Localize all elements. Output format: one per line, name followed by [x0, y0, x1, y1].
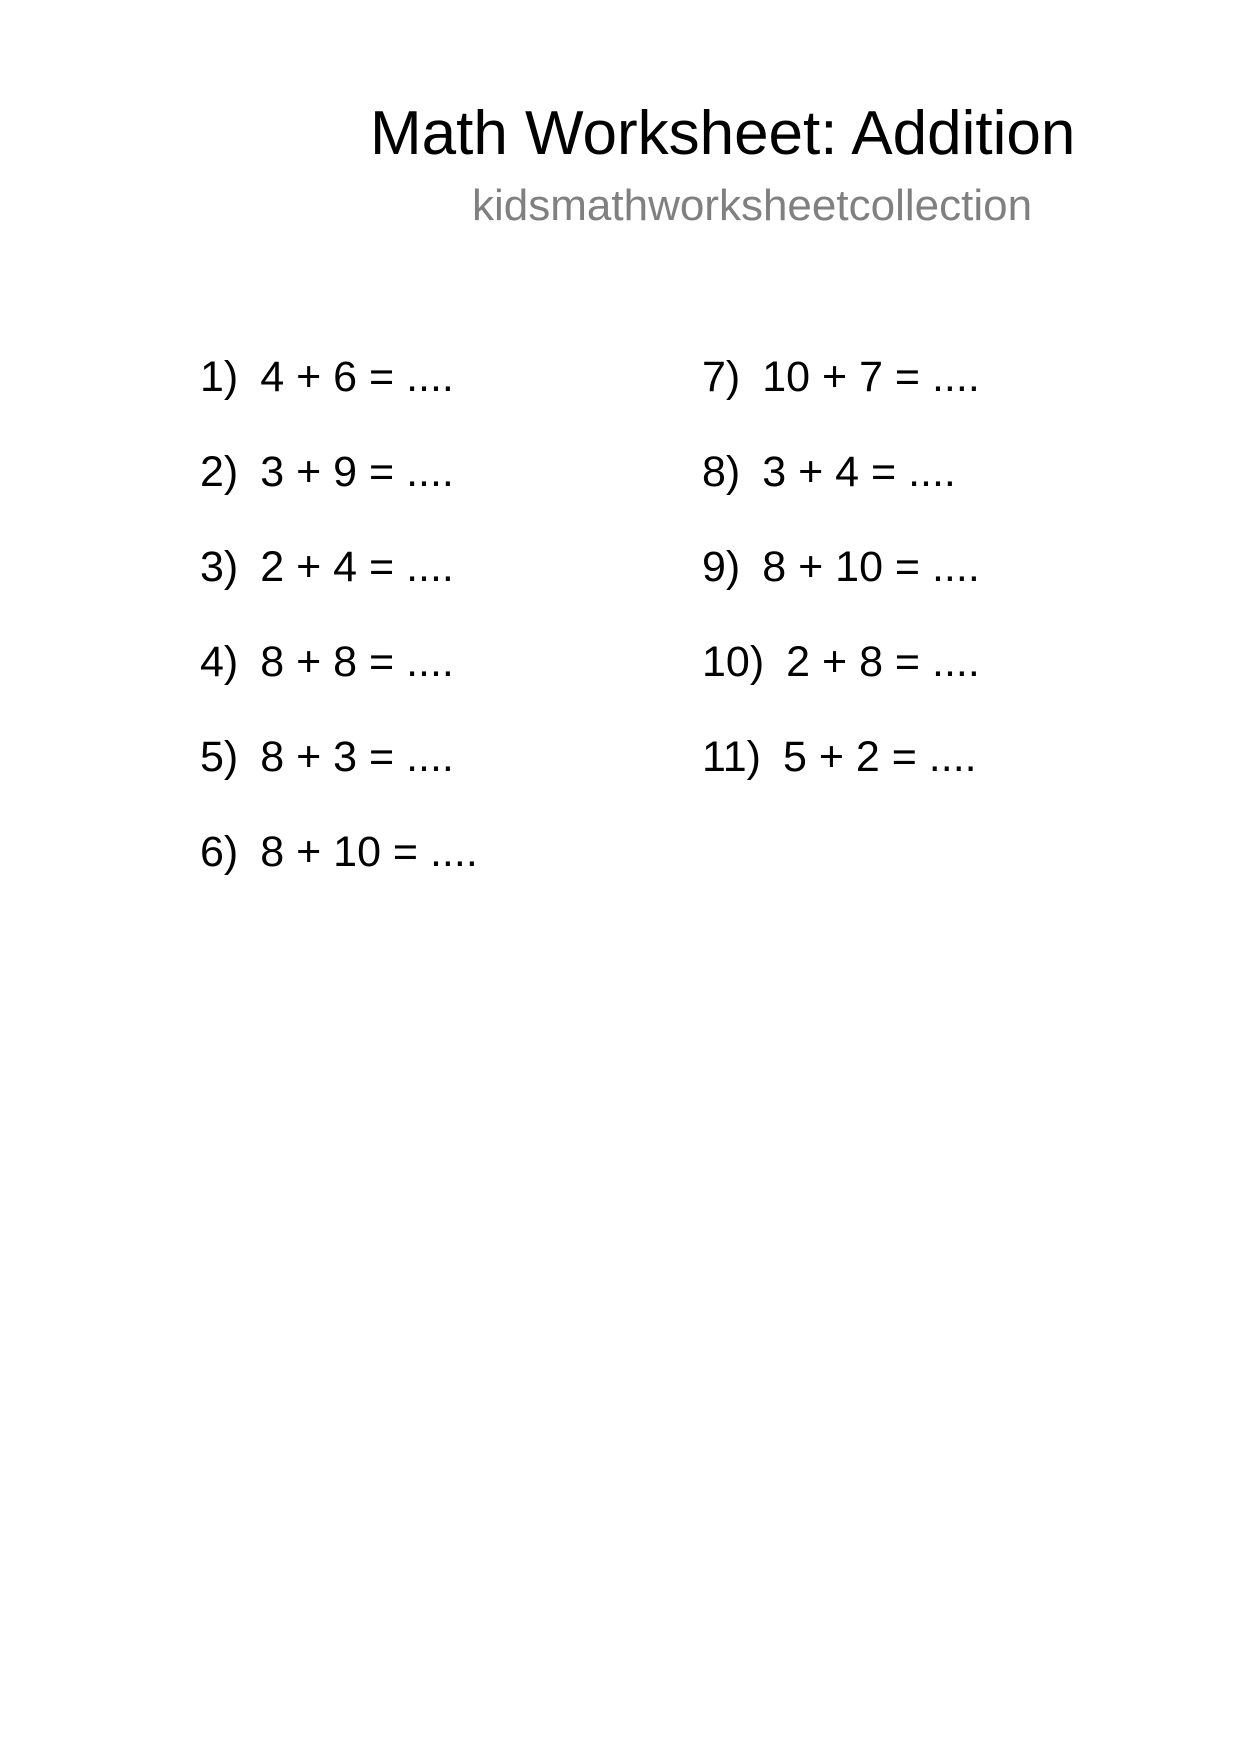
problem-expression: 3 + 9 = ....: [260, 448, 454, 496]
problem-number: 9): [702, 543, 741, 591]
problem-item: [200, 447, 478, 542]
problem-number: 11): [702, 733, 761, 781]
problem-expression: 8 + 3 = ....: [260, 733, 454, 781]
problem-item: [702, 637, 980, 732]
problem-item: [200, 637, 478, 732]
problem-item: [702, 447, 980, 542]
problem-expression: 2 + 8 = ....: [786, 638, 980, 686]
problem-item: [200, 542, 478, 637]
problem-number: 3): [200, 543, 239, 591]
problem-expression: 10 + 7 = ....: [762, 353, 980, 401]
worksheet-subtitle: kidsmathworksheetcollection: [472, 181, 1033, 230]
problem-expression: 5 + 2 = ....: [782, 733, 977, 781]
problem-expression: 2 + 4 = ....: [260, 543, 454, 591]
problem-item: [200, 732, 478, 827]
problem-number: 7): [702, 353, 741, 401]
problem-number: 10): [702, 638, 765, 686]
problem-number: 6): [200, 828, 239, 876]
problems-left-column: [200, 352, 478, 922]
problem-expression: 8 + 10 = ....: [260, 828, 478, 876]
problem-item: [702, 542, 980, 637]
problem-number: 5): [200, 733, 239, 781]
worksheet-title: Math Worksheet: Addition: [370, 99, 1076, 168]
problems-right-column: [702, 352, 980, 827]
problem-number: 2): [200, 448, 239, 496]
problem-expression: 4 + 6 = ....: [260, 353, 454, 401]
problem-expression: 8 + 10 = ....: [762, 543, 980, 591]
problem-expression: 8 + 8 = ....: [260, 638, 454, 686]
problem-item: [200, 352, 478, 447]
problem-number: 8): [702, 448, 741, 496]
problem-item: [200, 827, 478, 922]
problem-item: [702, 732, 980, 827]
problem-item: [702, 352, 980, 447]
problem-expression: 3 + 4 = ....: [762, 448, 956, 496]
problem-number: 4): [200, 638, 239, 686]
problem-number: 1): [200, 353, 239, 401]
